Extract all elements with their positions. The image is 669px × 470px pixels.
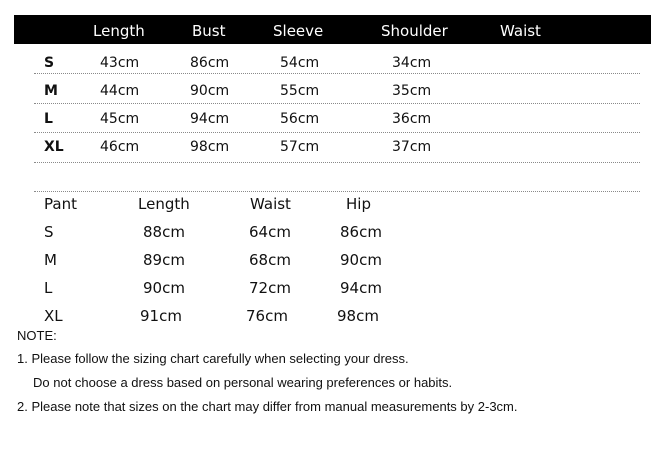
table-row [44, 279, 444, 307]
note-heading: NOTE: [17, 328, 57, 343]
length-value: 90cm [143, 279, 185, 297]
bust-value: 86cm [190, 55, 230, 71]
header-shoulder: Shoulder [381, 22, 448, 40]
row-divider [34, 103, 640, 104]
shoulder-value: 34cm [392, 55, 432, 71]
hip-value: 98cm [337, 307, 379, 325]
table-row [44, 307, 444, 335]
top-table-header [14, 15, 651, 44]
length-value: 88cm [143, 223, 185, 241]
row-divider [34, 191, 640, 192]
length-value: 46cm [100, 139, 140, 155]
bust-value: 98cm [190, 139, 230, 155]
waist-value: 76cm [246, 307, 288, 325]
note-line-1: 1. Please follow the sizing chart carefully when selecting your dress. [17, 351, 409, 366]
header-length: Length [93, 22, 145, 40]
row-divider [34, 162, 640, 163]
note-line-2: 2. Please note that sizes on the chart may differ from manual measurements by 2-3cm. [17, 399, 518, 414]
header-waist: Waist [500, 22, 541, 40]
length-value: 43cm [100, 55, 140, 71]
size-label: L [44, 279, 53, 297]
size-label: M [44, 83, 58, 99]
shoulder-value: 36cm [392, 111, 432, 127]
length-value: 45cm [100, 111, 140, 127]
length-value: 91cm [140, 307, 182, 325]
sleeve-value: 54cm [280, 55, 320, 71]
size-label: XL [44, 307, 63, 325]
row-divider [34, 132, 640, 133]
bust-value: 94cm [190, 111, 230, 127]
hip-value: 86cm [340, 223, 382, 241]
size-label: S [44, 55, 55, 71]
header-hip: Hip [346, 195, 371, 213]
size-label: M [44, 251, 57, 269]
note-line-1b: Do not choose a dress based on personal wearing preferences or habits. [33, 375, 453, 390]
table-row [34, 134, 640, 162]
shoulder-value: 35cm [392, 83, 432, 99]
length-value: 44cm [100, 83, 140, 99]
waist-value: 68cm [249, 251, 291, 269]
sleeve-value: 56cm [280, 111, 320, 127]
hip-value: 90cm [340, 251, 382, 269]
pant-table-header [44, 195, 444, 223]
sleeve-value: 57cm [280, 139, 320, 155]
header-bust: Bust [192, 22, 226, 40]
hip-value: 94cm [340, 279, 382, 297]
header-sleeve: Sleeve [273, 22, 324, 40]
sleeve-value: 55cm [280, 83, 320, 99]
bust-value: 90cm [190, 83, 230, 99]
table-row [34, 78, 640, 106]
size-label: XL [44, 139, 64, 155]
table-row [34, 106, 640, 134]
table-row [44, 223, 444, 251]
header-waist: Waist [250, 195, 291, 213]
header-pant: Pant [44, 195, 77, 213]
shoulder-value: 37cm [392, 139, 432, 155]
row-divider [34, 73, 640, 74]
length-value: 89cm [143, 251, 185, 269]
size-label: L [44, 111, 53, 127]
header-length: Length [138, 195, 190, 213]
waist-value: 64cm [249, 223, 291, 241]
table-row [44, 251, 444, 279]
size-label: S [44, 223, 54, 241]
waist-value: 72cm [249, 279, 291, 297]
